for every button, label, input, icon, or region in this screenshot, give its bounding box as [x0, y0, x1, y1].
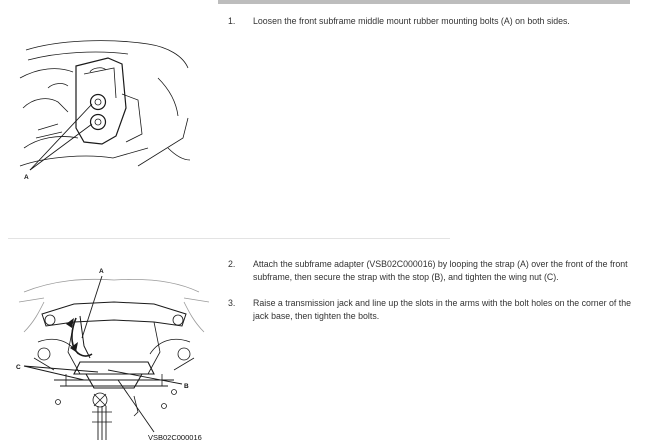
section-divider — [8, 238, 450, 239]
step-1-text: Loosen the front subframe middle mount rubber mounting bolts (A) on both sides. — [253, 16, 570, 26]
step-1-number: 1. — [228, 16, 236, 26]
step-3-number: 3. — [228, 298, 236, 308]
figure-subframe-adapter — [14, 262, 214, 442]
figure-subframe-mount-bolts — [18, 38, 193, 188]
top-border-bar — [218, 0, 630, 4]
step-3-text: Raise a transmission jack and line up the slots in the arms with the bolt holes on the corner of the jack base, then tighten the bolts. — [253, 298, 631, 321]
step-2-number: 2. — [228, 259, 236, 269]
figure2-tool-code: VSB02C000016 — [148, 433, 202, 442]
figure2-callout-c: C — [16, 364, 21, 371]
figure2-callout-b: B — [184, 383, 189, 390]
step-2-text: Attach the subframe adapter (VSB02C000016) by looping the strap (A) over the front of the front subframe, then secure the strap with the stop (B), and tighten the wing nut (C). — [253, 259, 628, 282]
figure1-callout-a: A — [24, 174, 29, 181]
figure2-callout-a: A — [99, 268, 104, 275]
